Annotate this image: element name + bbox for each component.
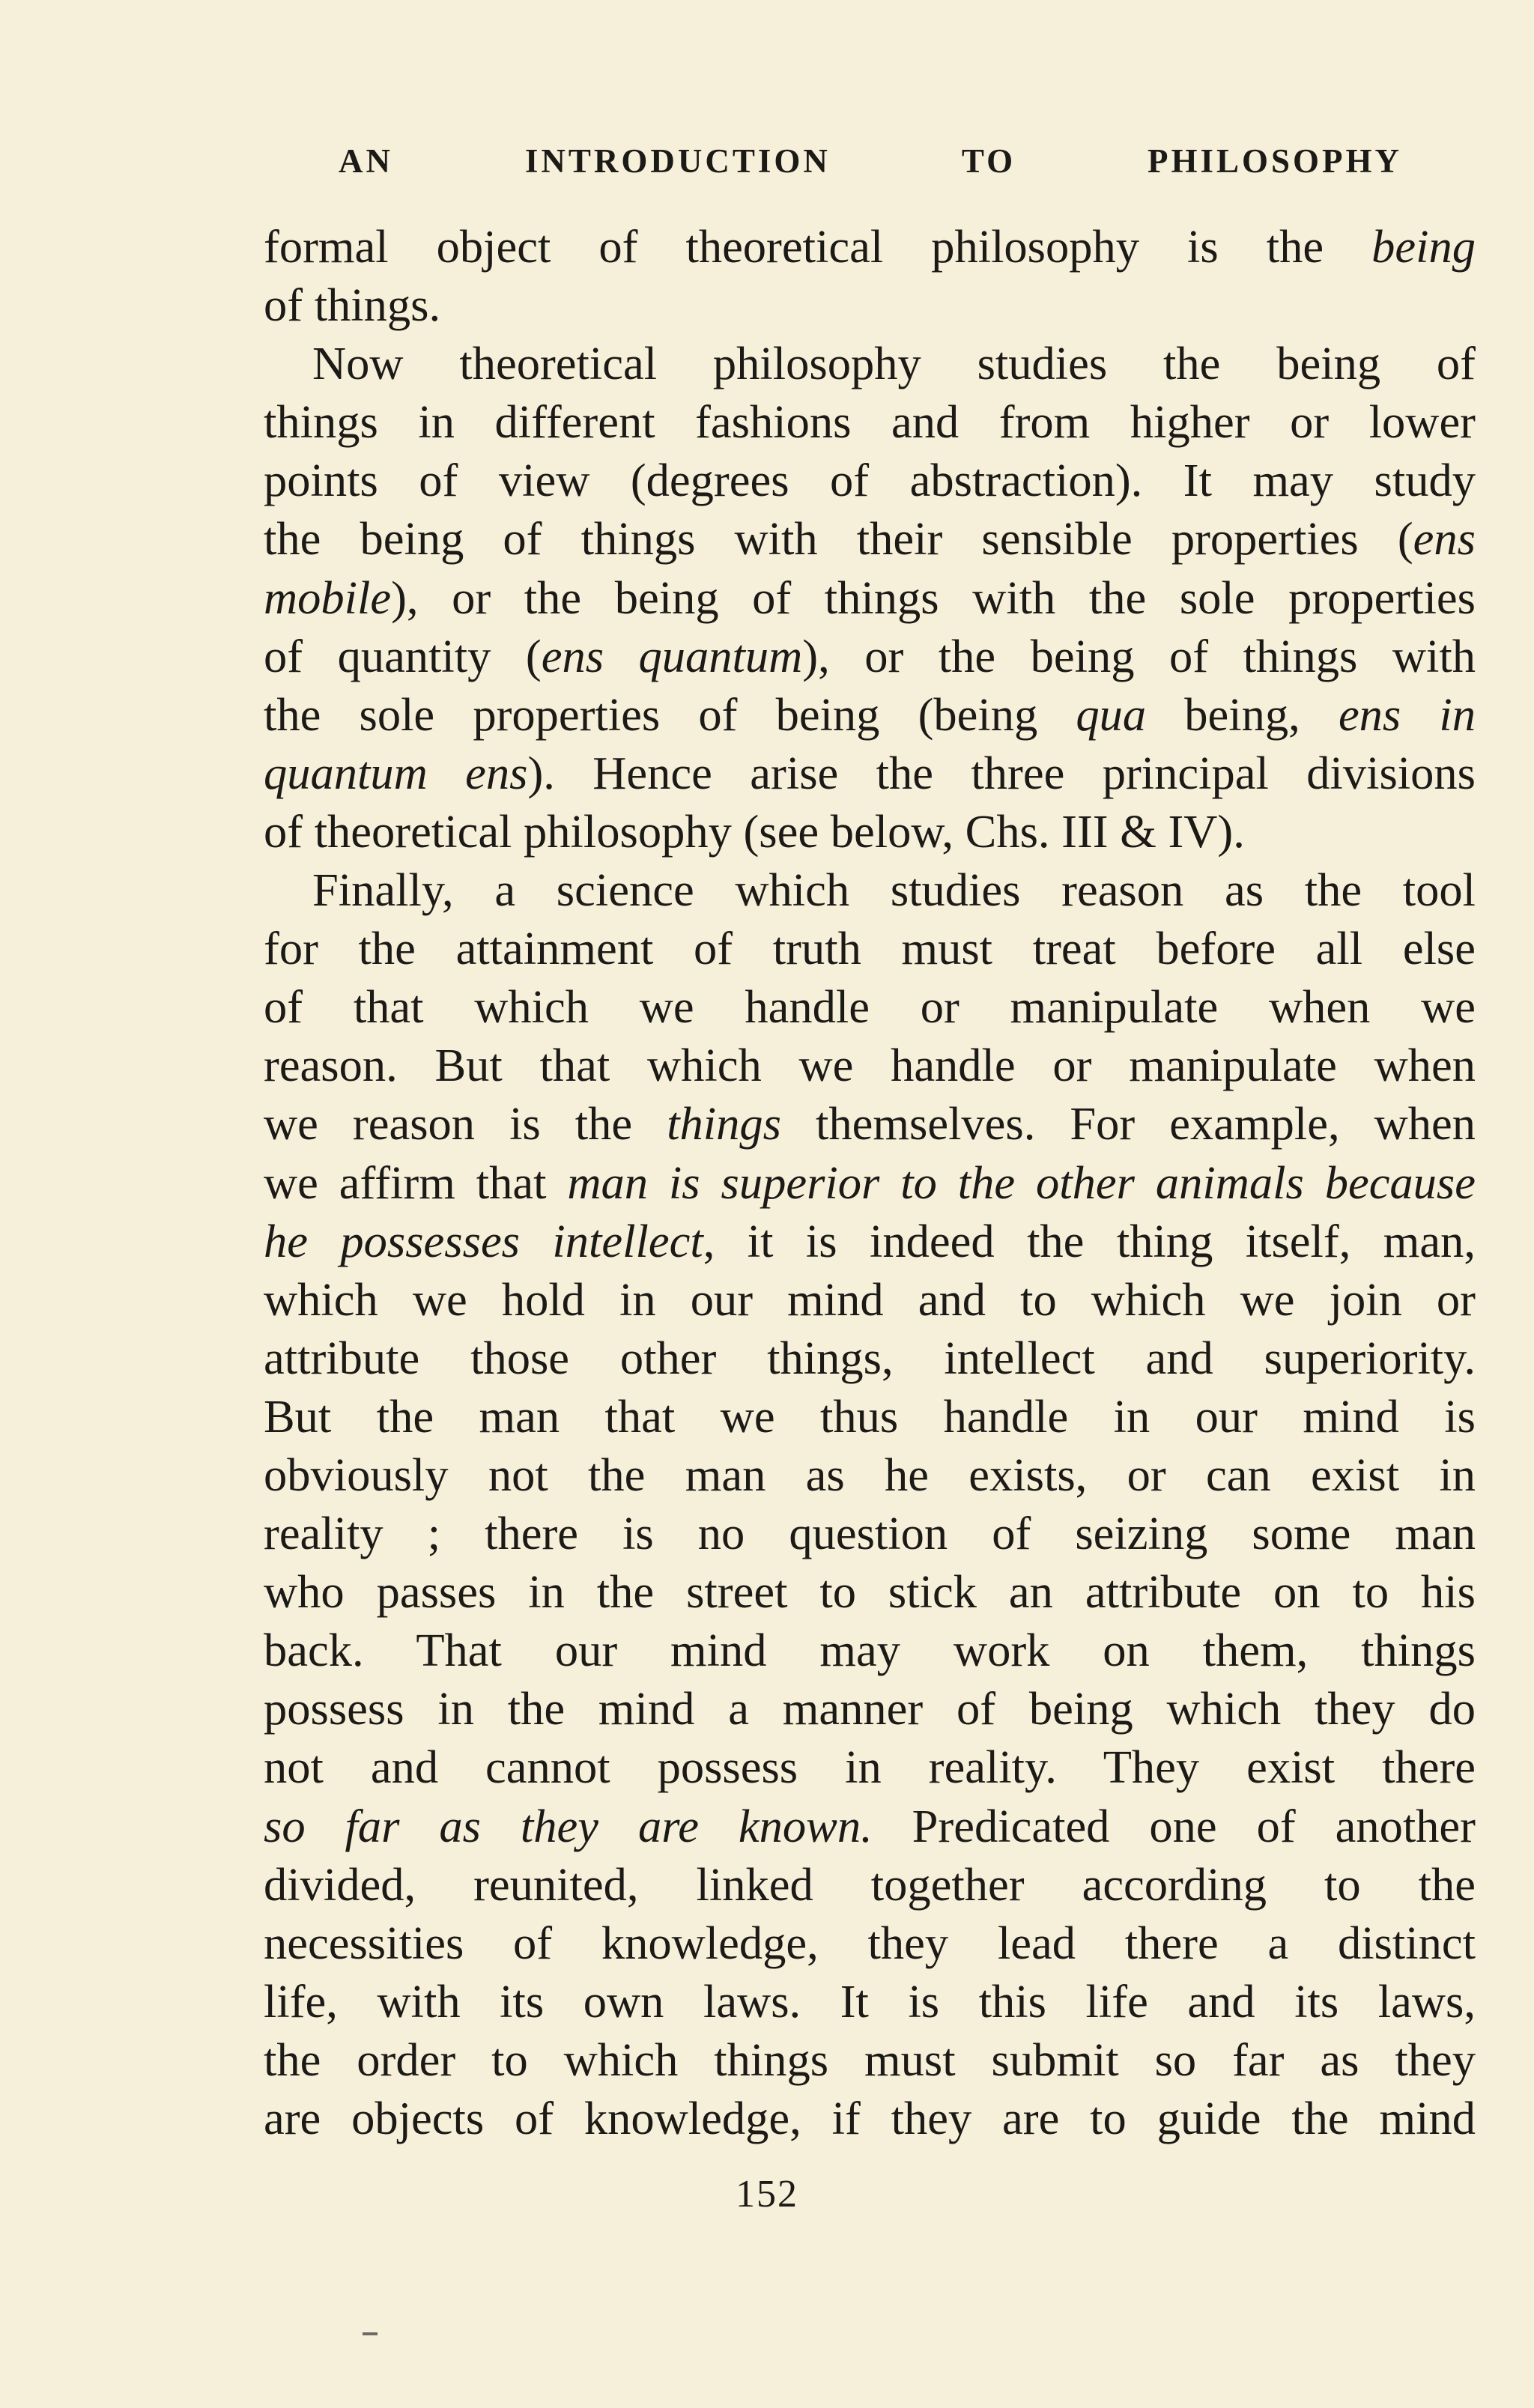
text-run: Finally, a science which studies reason as the tool [312, 864, 1476, 917]
text-line [264, 627, 1476, 685]
text-run: points of view (degrees of abstraction). It may study [264, 454, 1476, 507]
text-run: the order to which things must submit so far as they [264, 2033, 1476, 2086]
text-run: we reason is the [264, 1097, 667, 1150]
italic-text: he possesses intellect [264, 1214, 703, 1267]
text-run: of theoretical philosophy (see below, Chs. III & IV). [264, 804, 1245, 858]
text-line [264, 1329, 1476, 1387]
text-line [264, 1387, 1476, 1446]
text-line [264, 509, 1476, 568]
text-line [264, 1504, 1476, 1562]
text-run: not and cannot possess in reality. They exist there [264, 1741, 1476, 1794]
text-run: of things. [264, 279, 441, 332]
text-line [264, 1212, 1476, 1270]
text-run: ), or the being of things with [802, 629, 1476, 682]
text-line [264, 1914, 1476, 1972]
text-run: themselves. For example, when [781, 1097, 1476, 1150]
text-line [264, 1621, 1476, 1679]
italic-text: mobile [264, 571, 392, 624]
text-run: obviously not the man as he exists, or can exist in [264, 1448, 1476, 1501]
text-line [264, 861, 1476, 919]
text-run: divided, reunited, linked together according to the [264, 1857, 1476, 1911]
text-run: attribute those other things, intellect and superiority. [264, 1331, 1476, 1384]
italic-text: quantum ens [264, 746, 528, 799]
text-run: ). Hence arise the three principal divisions [527, 746, 1476, 799]
text-run: are objects of knowledge, if they are to guide the mind [264, 2092, 1476, 2144]
text-line [264, 2089, 1476, 2147]
text-line [264, 1679, 1476, 1738]
text-line [264, 276, 1476, 334]
text-run: of quantity ( [264, 629, 542, 682]
text-line [264, 685, 1476, 744]
text-line [264, 1153, 1476, 1212]
text-line [264, 1036, 1476, 1094]
body-text [264, 217, 1476, 2147]
text-line [264, 392, 1476, 451]
italic-text: ens in [1338, 688, 1476, 741]
text-run: back. That our mind may work on them, things [264, 1624, 1476, 1677]
text-run: being, [1146, 688, 1339, 741]
text-run: possess in the mind a manner of being which they do [264, 1682, 1476, 1735]
text-run: things in different fashions and from higher or lower [264, 395, 1476, 449]
text-line [264, 1738, 1476, 1796]
italic-text: qua [1076, 688, 1147, 741]
text-run: , it is indeed the thing itself, man, [703, 1214, 1476, 1267]
text-line [264, 568, 1476, 627]
text-run: ), or the being of things with the sole properties [391, 571, 1476, 624]
text-run: reality ; there is no question of seizing some man [264, 1507, 1476, 1560]
text-run: for the attainment of truth must treat before all else [264, 922, 1476, 975]
text-line [264, 802, 1476, 861]
italic-text: man is superior to the other animals because [567, 1156, 1476, 1209]
text-run: the sole properties of being (being [264, 688, 1076, 741]
text-run: of that which we handle or manipulate when we [264, 980, 1476, 1034]
text-line [264, 744, 1476, 802]
text-run: which we hold in our mind and to which we join or [264, 1273, 1476, 1326]
text-run: Now theoretical philosophy studies the being of [312, 337, 1476, 390]
text-line [264, 1446, 1476, 1504]
italic-text: things [667, 1097, 781, 1150]
page-number: 152 [736, 2173, 798, 2216]
text-line [264, 1972, 1476, 2031]
text-line [264, 977, 1476, 1036]
text-run: reason. But that which we handle or manipulate when [264, 1039, 1476, 1092]
text-line [264, 919, 1476, 977]
text-run: Predicated one of another [872, 1799, 1476, 1852]
running-head: AN INTRODUCTION TO PHILOSOPHY [339, 142, 1402, 180]
text-run: But the man that we thus handle in our mind is [264, 1389, 1476, 1443]
text-run: the being of things with their sensible properties ( [264, 512, 1413, 565]
text-line [264, 1270, 1476, 1329]
text-line [264, 1855, 1476, 1914]
text-line [264, 1094, 1476, 1153]
text-run: we affirm that [264, 1156, 568, 1209]
text-line [264, 1797, 1476, 1855]
text-run: necessities of knowledge, they lead there a distinct [264, 1916, 1476, 1969]
italic-text: being [1371, 220, 1476, 273]
italic-text: so far as they are known. [264, 1799, 873, 1852]
scan-mark [363, 2332, 378, 2335]
italic-text: ens [1413, 512, 1476, 565]
text-run: who passes in the street to stick an attribute on to his [264, 1565, 1476, 1619]
text-line [264, 334, 1476, 392]
text-line [264, 1562, 1476, 1621]
text-line [264, 451, 1476, 509]
text-line [264, 2031, 1476, 2089]
text-line [264, 217, 1476, 276]
text-run: life, with its own laws. It is this life and its laws, [264, 1974, 1476, 2028]
italic-text: ens quantum [541, 629, 803, 682]
text-run: formal object of theoretical philosophy is the [264, 220, 1372, 273]
